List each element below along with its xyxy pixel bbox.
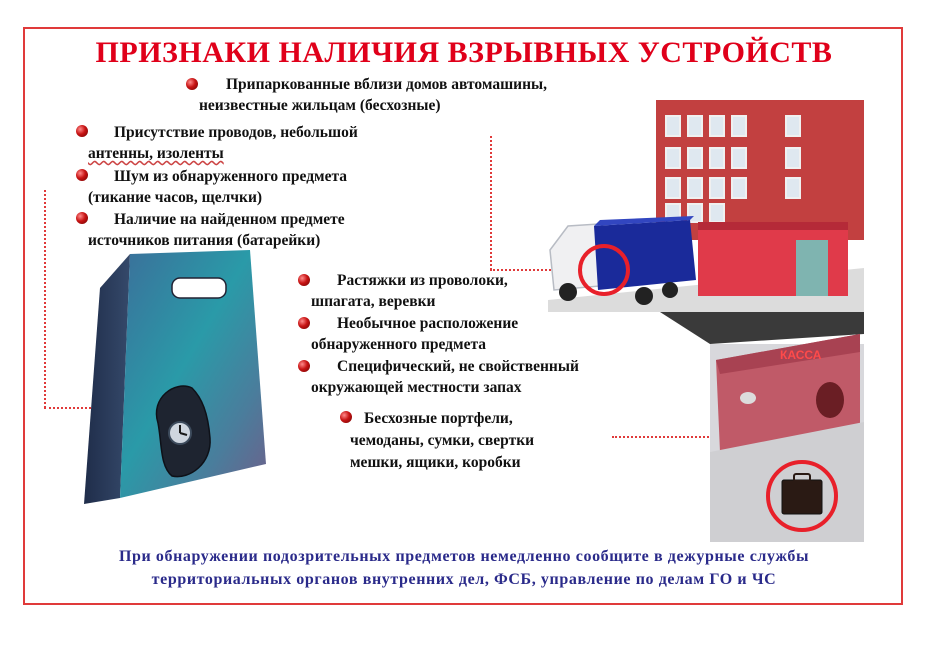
kiosk-sign: КАССА: [780, 348, 822, 362]
bullet-icon: [76, 125, 88, 137]
bullet-icon: [76, 212, 88, 224]
poster-title: ПРИЗНАКИ НАЛИЧИЯ ВЗРЫВНЫХ УСТРОЙСТВ: [95, 36, 833, 69]
bullet-icon: [76, 169, 88, 181]
sign-item-1-line2: неизвестные жильцам (бесхозные): [199, 97, 441, 114]
sign-item-3-line2: (тикание часов, щелчки): [88, 189, 263, 206]
sign-item-7-line1: Специфический, не свойственный: [337, 358, 579, 375]
sign-item-7-line2: окружающей местности запах: [311, 379, 522, 396]
sign-item-5-line2: шпагата, веревки: [311, 293, 436, 310]
sign-item-5-line1: Растяжки из проволоки,: [337, 272, 508, 289]
bullet-icon: [298, 317, 310, 329]
sign-item-6-line2: обнаруженного предмета: [311, 336, 487, 353]
bullet-icon: [186, 78, 198, 90]
sign-item-8-line2: чемоданы, сумки, свертки: [350, 432, 535, 449]
bullet-icon: [340, 411, 352, 423]
sign-item-4-line1: Наличие на найденном предмете: [114, 211, 345, 228]
sign-item-6-line1: Необычное расположение: [337, 315, 519, 332]
sign-item-1-line1: Припаркованные вблизи домов автомашины,: [226, 76, 548, 93]
sign-item-2-line1: Присутствие проводов, небольшой: [114, 124, 358, 141]
sign-item-8-line3: мешки, ящики, коробки: [350, 454, 521, 471]
connector-line: [44, 190, 46, 408]
bullet-icon: [298, 360, 310, 372]
kiosk-illustration: [660, 312, 864, 542]
footer-line-2: территориальных органов внутренних дел, ФСБ, управление по делам ГО и ЧС: [151, 571, 777, 588]
connector-line: [490, 136, 492, 270]
suspicious-bag-illustration: [80, 248, 270, 508]
sign-item-8-line1: Бесхозные портфели,: [364, 410, 513, 427]
bullet-icon: [298, 274, 310, 286]
building-van-illustration: [548, 100, 864, 312]
footer-notice: [0, 545, 928, 591]
sign-item-3-line1: Шум из обнаруженного предмета: [114, 168, 348, 185]
sign-item-2-line2: антенны, изоленты: [88, 145, 224, 162]
sign-item-4-line2: источников питания (батарейки): [88, 232, 321, 249]
footer-line-1: При обнаружении подозрительных предметов немедленно сообщите в дежурные службы: [118, 548, 810, 565]
